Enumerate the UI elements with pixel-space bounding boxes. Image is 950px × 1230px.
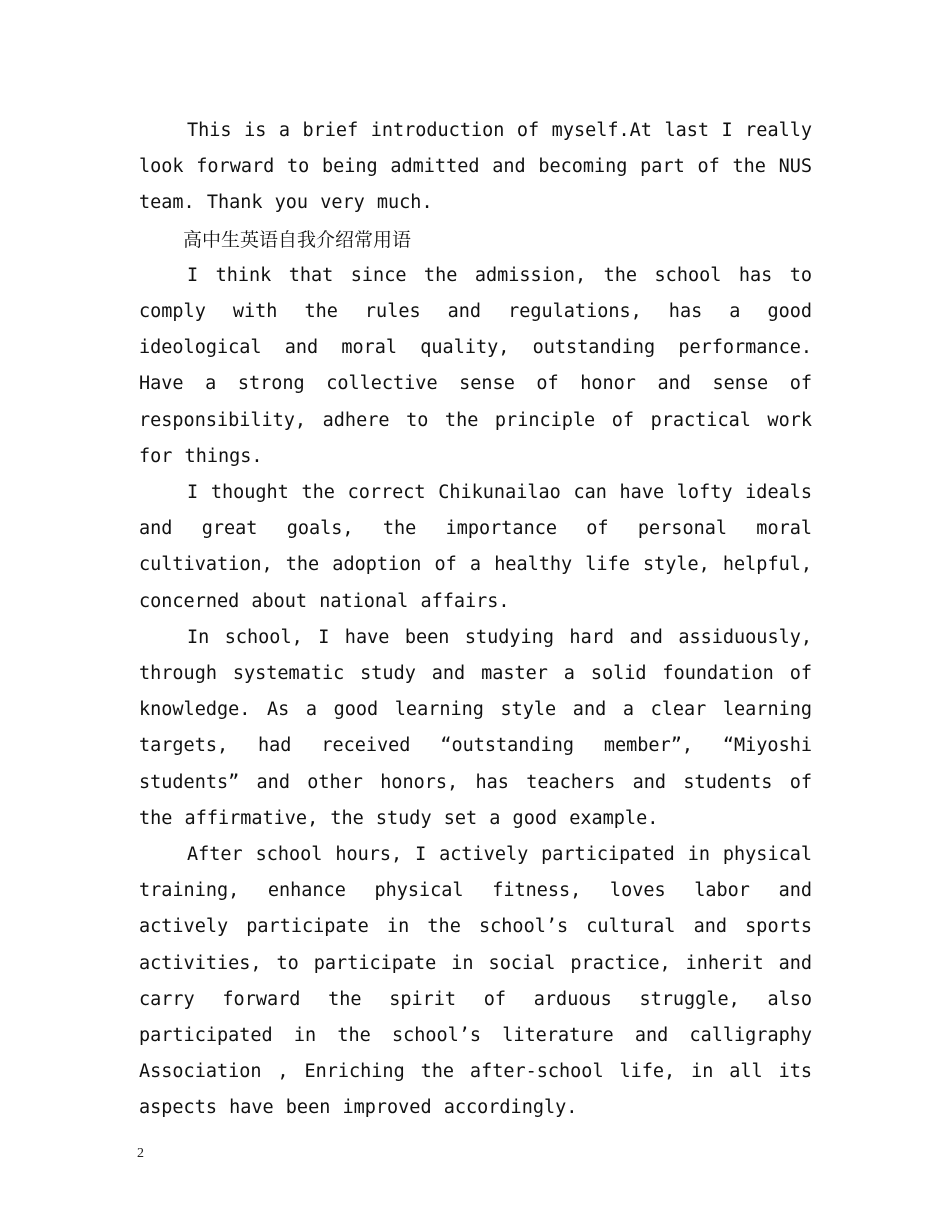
paragraph-intro-closing: This is a brief introduction of myself.At last I really look forward to being admitted and becoming part of the NUS team. Thank you very much. <box>139 120 812 214</box>
paragraph-admission: I think that since the admission, the school has to comply with the rules and regulations, has a good ideological and moral quality, outstanding performance. Have a strong collective sense of honor and sense of responsibility, adhere to the principle of practical work for things. <box>139 264 812 467</box>
page-body <box>139 113 812 1127</box>
page-number: 2 <box>137 1146 144 1161</box>
paragraph-ideals: I thought the correct Chikunailao can have lofty ideals and great goals, the importance of personal moral cultivation, the adoption of a healthy life style, helpful, concerned about national affairs. <box>139 482 812 612</box>
section-heading: 高中生英语自我介绍常用语 <box>183 228 412 251</box>
paragraph-activities: After school hours, I actively participated in physical training, enhance physical fitness, loves labor and actively participate in the school’s cultural and sports activities, to participate in social practice, inherit and carry forward the spirit of arduous struggle, also participated in the school’s literature and calligraphy Association , Enriching the after-school life, in all its aspects have been improved accordingly. <box>139 844 812 1119</box>
paragraph-study: In school, I have been studying hard and assiduously, through systematic study and master a solid foundation of knowledge. As a good learning style and a clear learning targets, had received “outstanding member”, “Miyoshi students” and other honors, has teachers and students of the affirmative, the study set a good example. <box>139 626 812 829</box>
